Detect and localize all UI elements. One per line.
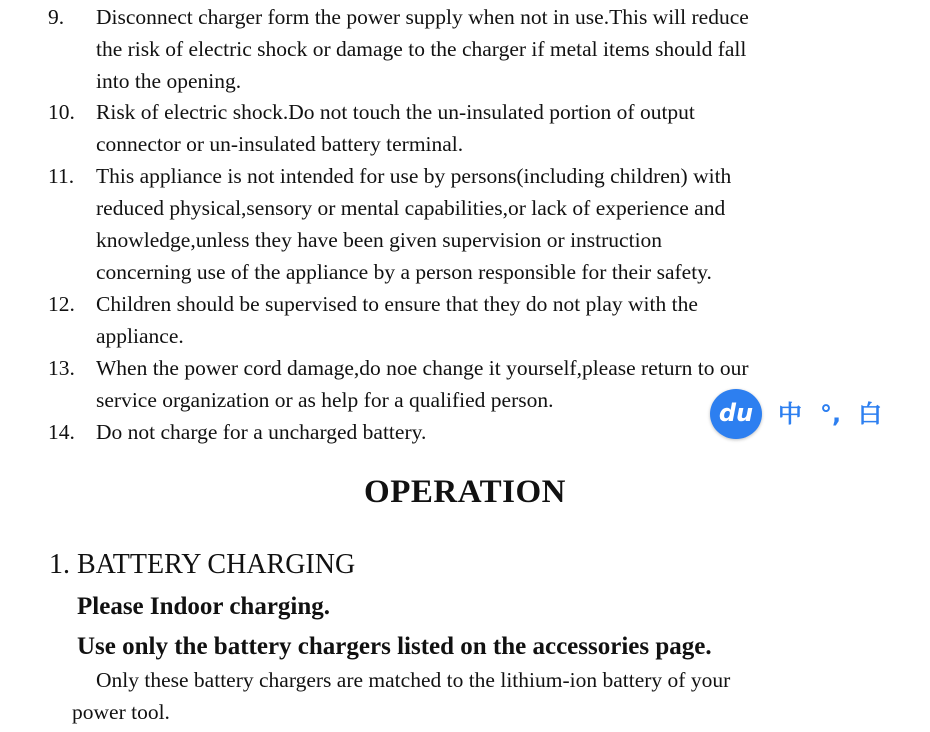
item-number: 14.	[48, 420, 75, 444]
charger-paragraph	[72, 664, 730, 728]
ime-status-bar	[770, 395, 880, 433]
ime-logo-icon[interactable]	[710, 389, 762, 439]
item-text	[96, 1, 836, 97]
item-text	[96, 160, 836, 288]
item-line: concerning use of the appliance by a person responsible for their safety.	[96, 260, 712, 284]
item-text	[96, 288, 836, 352]
ime-extra-toggle[interactable]: 白	[858, 400, 882, 428]
ime-chinese-mode-toggle[interactable]: 中	[778, 400, 802, 428]
item-line: into the opening.	[96, 69, 242, 93]
ime-logo-text: du	[718, 399, 754, 427]
item-line: Do not charge for a uncharged battery.	[96, 420, 427, 444]
section-title: 1. BATTERY CHARGING	[49, 549, 356, 580]
item-line: Risk of electric shock.Do not touch the un-insulated portion of output	[96, 100, 695, 124]
item-line: Children should be supervised to ensure that they do not play with the	[96, 292, 698, 316]
item-line: the risk of electric shock or damage to the charger if metal items should fall	[96, 37, 747, 61]
item-line: knowledge,unless they have been given supervision or instruction	[96, 228, 663, 252]
paragraph-line: Only these battery chargers are matched to the lithium-ion battery of your	[96, 668, 731, 692]
item-number: 13.	[48, 356, 75, 380]
item-line: When the power cord damage,do noe change it yourself,please return to our	[96, 356, 749, 380]
item-line: Disconnect charger form the power supply when not in use.This will reduce	[96, 5, 749, 29]
item-line: service organization or as help for a qualified person.	[96, 388, 554, 412]
item-line: This appliance is not intended for use by persons(including children) with	[96, 164, 732, 188]
ime-toolbar[interactable]	[710, 389, 880, 439]
operation-heading: OPERATION	[364, 474, 566, 510]
item-line: reduced physical,sensory or mental capabilities,or lack of experience and	[96, 196, 726, 220]
item-line: appliance.	[96, 324, 184, 348]
charger-requirement-note: Use only the battery chargers listed on the accessories page.	[77, 633, 712, 660]
item-line: connector or un-insulated battery terminal.	[96, 132, 464, 156]
item-number: 9.	[48, 5, 65, 29]
item-text	[96, 96, 836, 160]
item-number: 12.	[48, 292, 75, 316]
indoor-charging-note: Please Indoor charging.	[77, 593, 331, 620]
item-number: 11.	[48, 164, 75, 188]
item-number: 10.	[48, 100, 75, 124]
ime-punctuation-toggle[interactable]: °,	[820, 400, 842, 428]
paragraph-line: power tool.	[72, 700, 170, 724]
